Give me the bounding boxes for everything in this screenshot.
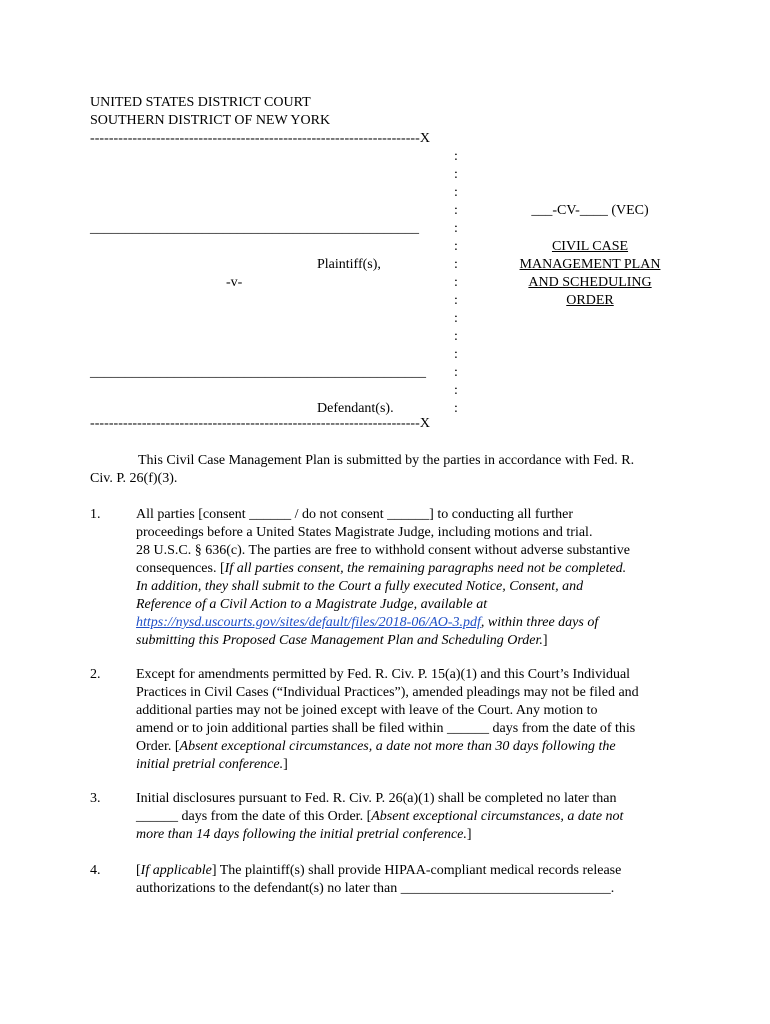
document-title-line: AND SCHEDULING [528,275,652,290]
court-district: SOUTHERN DISTRICT OF NEW YORK [90,113,331,128]
item-text: ] The plaintiff(s) shall provide HIPAA-compliant medical records release [211,863,622,878]
item-line: Initial disclosures pursuant to Fed. R. Civ. P. 26(a)(1) shall be completed no later than [136,791,617,806]
caption-colon: : [454,221,458,236]
plaintiff-name-blank: _______________________________________________ [90,221,419,236]
document-title-line: MANAGEMENT PLAN [519,257,661,272]
intro-line: Civ. P. 26(f)(3). [90,471,178,486]
item-text: Order. [ [136,739,180,754]
caption-colon: : [454,239,458,254]
item-line [136,862,621,880]
item-number: 3. [90,791,101,806]
versus-label: -v- [226,275,243,290]
court-name: UNITED STATES DISTRICT COURT [90,95,311,110]
document-title-line: ORDER [566,293,614,308]
item-1-paragraph [136,506,630,650]
item-italic-text: Absent exceptional circumstances, a date not [371,809,624,824]
caption-colon: : [454,203,458,218]
ao3-form-link[interactable]: https://nysd.uscourts.gov/sites/default/files/2018-06/AO-3.pdf [136,615,481,630]
item-line: authorizations to the defendant(s) no later than ______________________________. [136,881,615,896]
item-italic-text: submitting this Proposed Case Management Plan and Scheduling Order. [136,633,543,648]
item-line [136,578,630,596]
item-text: ] [283,757,288,772]
item-line [136,560,630,578]
caption-colon: : [454,383,458,398]
item-italic-text: Reference of a Civil Action to a Magistrate Judge, available at [136,597,488,612]
caption-colon: : [454,275,458,290]
item-italic-text: more than 14 days following the initial pretrial conference. [136,827,467,842]
item-line: additional parties may not be joined except with leave of the Court. Any motion to [136,703,598,718]
caption-colon: : [454,401,458,416]
item-2-paragraph [136,666,639,774]
item-line: Practices in Civil Cases (“Individual Practices”), amended pleadings may not be filed and [136,685,639,700]
caption-colon: : [454,257,458,272]
caption-colon: : [454,311,458,326]
defendant-name-blank: ________________________________________________ [90,365,426,380]
item-line [136,808,623,826]
caption-colon: : [454,167,458,182]
item-text: ] [542,633,548,648]
item-line: Except for amendments permitted by Fed. R. Civ. P. 15(a)(1) and this Court’s Individual [136,667,631,682]
item-italic-text: In addition, they shall submit to the Court a fully executed Notice, Consent, and [136,579,584,594]
item-line: amend or to join additional parties shall be filed within ______ days from the date of this [136,721,636,736]
item-text: consequences. [ [136,561,225,576]
item-text: ______ days from the date of this Order. [ [136,809,372,824]
item-line [136,614,630,632]
item-line [136,632,630,650]
intro-line: This Civil Case Management Plan is submitted by the parties in accordance with Fed. R. [138,453,635,468]
item-number: 4. [90,863,101,878]
caption-rule-top: ----------------------------------------------------------------------X [90,131,431,146]
item-number: 2. [90,667,101,682]
plaintiff-label: Plaintiff(s), [317,257,381,272]
item-text: [ [136,863,141,878]
item-italic-text: initial pretrial conference. [136,757,284,772]
item-italic-text: , within three days of [480,615,599,630]
caption-colon: : [454,329,458,344]
item-text: ] [466,827,472,842]
caption-colon: : [454,365,458,380]
item-line: 28 U.S.C. § 636(c). The parties are free to withhold consent without adverse substantive [136,543,630,558]
caption-colon: : [454,149,458,164]
item-line: proceedings before a United States Magistrate Judge, including motions and trial. [136,525,593,540]
document-title-line: CIVIL CASE [551,239,629,254]
item-italic-text: If applicable [140,863,212,878]
caption-colon: : [454,347,458,362]
item-italic-text: Absent exceptional circumstances, a date not more than 30 days following the [179,739,616,754]
item-line [136,756,639,774]
item-line [136,596,630,614]
item-italic-text: If all parties consent, the remaining paragraphs need not be completed. [224,561,627,576]
caption-colon: : [454,293,458,308]
caption-rule-bottom: ----------------------------------------------------------------------X [90,416,431,431]
item-4-paragraph [136,862,621,898]
item-line [136,826,623,844]
caption-colon: : [454,185,458,200]
defendant-label: Defendant(s). [317,401,394,416]
item-line: All parties [consent ______ / do not consent ______] to conducting all further [136,507,574,522]
item-line [136,738,639,756]
case-number: ___-CV-____ (VEC) [531,203,649,218]
item-number: 1. [90,507,101,522]
item-3-paragraph [136,790,623,844]
